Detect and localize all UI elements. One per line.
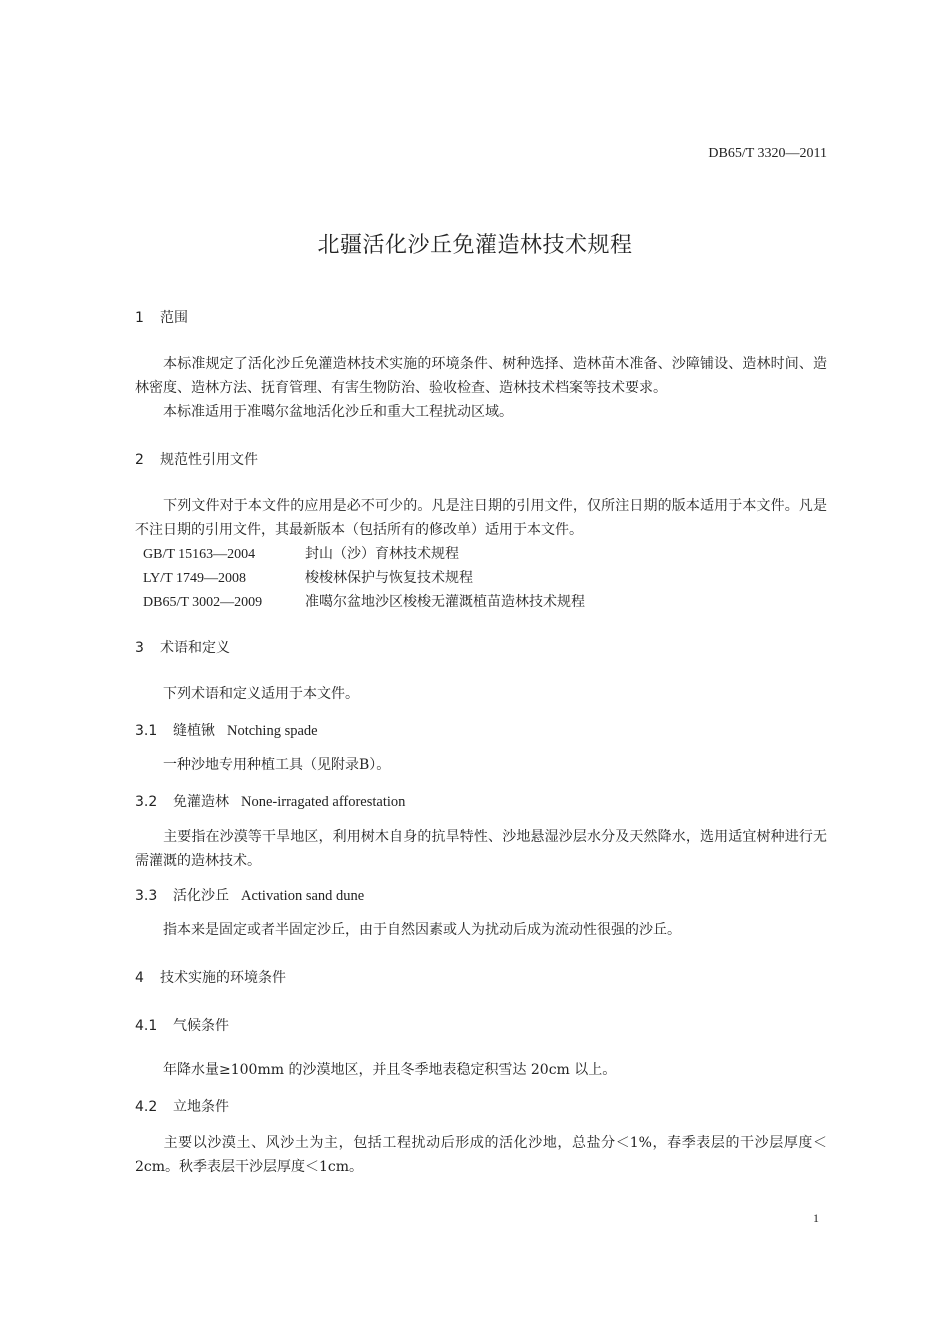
paragraph-text: 下列术语和定义适用于本文件。 [163, 686, 359, 702]
section-number: 3 [135, 640, 144, 656]
reference-code: LY/T 1749—2008 [143, 571, 246, 586]
reference-item [143, 566, 473, 591]
term-3-3-heading [135, 885, 364, 905]
term-english: Notching spade [227, 723, 318, 739]
term-number: 3.3 [135, 888, 158, 904]
section-1-heading [135, 307, 188, 327]
paragraph-text: 年降水量≥100mm 的沙漠地区，并且冬季地表稳定积雪达 20cm 以上。 [163, 1062, 617, 1078]
section-number: 1 [135, 310, 144, 326]
subsection-title: 立地条件 [173, 1099, 229, 1115]
term-name: 活化沙丘 [173, 888, 229, 904]
section-2-heading [135, 449, 258, 469]
paragraph-text: 下列文件对于本文件的应用是必不可少的。凡是注日期的引用文件，仅所注日期的版本适用于本文件。凡是不注日期的引用文件，其最新版本（包括所有的修改单）适用于本文件。 [135, 498, 827, 538]
subsection-4-2-heading [135, 1096, 229, 1116]
section-title: 术语和定义 [160, 640, 230, 656]
reference-title: 梭梭林保护与恢复技术规程 [305, 570, 473, 586]
reference-title: 封山（沙）育林技术规程 [305, 546, 459, 562]
term-3-3-definition [135, 918, 827, 942]
subsection-number: 4.1 [135, 1018, 158, 1034]
term-name: 缝植锹 [173, 723, 215, 739]
standard-number: DB65/T 3320—2011 [708, 146, 827, 161]
term-number: 3.2 [135, 794, 158, 810]
subsection-4-2-text [135, 1131, 827, 1179]
subsection-4-1-heading [135, 1015, 229, 1035]
section-4-heading [135, 967, 286, 987]
section-title: 规范性引用文件 [160, 452, 258, 468]
term-3-2-heading [135, 791, 405, 811]
subsection-number: 4.2 [135, 1099, 158, 1115]
term-3-2-definition [135, 825, 827, 873]
section-number: 4 [135, 970, 144, 986]
paragraph-text: 本标准规定了活化沙丘免灌造林技术实施的环境条件、树种选择、造林苗木准备、沙障铺设、造林时间、造林密度、造林方法、抚育管理、有害生物防治、验收检查、造林技术档案等技术要求。 [135, 356, 827, 396]
term-number: 3.1 [135, 723, 158, 739]
term-name: 免灌造林 [173, 794, 229, 810]
subsection-title: 气候条件 [173, 1018, 229, 1034]
section-1-paragraph-1 [135, 352, 827, 400]
term-english: None-irragated afforestation [241, 794, 406, 810]
term-3-1-heading [135, 720, 318, 740]
page-number: 1 [813, 1211, 819, 1225]
section-title: 技术实施的环境条件 [160, 970, 286, 986]
paragraph-text: 本标准适用于准噶尔盆地活化沙丘和重大工程扰动区域。 [163, 404, 513, 420]
reference-code: DB65/T 3002—2009 [143, 595, 263, 610]
reference-code: GB/T 15163—2004 [143, 547, 256, 562]
reference-title: 准噶尔盆地沙区梭梭无灌溉植苗造林技术规程 [305, 594, 585, 610]
reference-item [143, 590, 585, 615]
paragraph-text: 主要指在沙漠等干旱地区，利用树木自身的抗旱特性、沙地悬湿沙层水分及天然降水，选用适宜树种进行无需灌溉的造林技术。 [135, 829, 827, 869]
subsection-4-1-text [135, 1058, 827, 1082]
section-3-intro [135, 682, 827, 706]
term-english: Activation sand dune [241, 888, 365, 904]
paragraph-text: 一种沙地专用种植工具（见附录B）。 [163, 757, 391, 773]
section-number: 2 [135, 452, 144, 468]
term-3-1-definition [135, 753, 827, 777]
paragraph-text: 指本来是固定或者半固定沙丘，由于自然因素或人为扰动后成为流动性很强的沙丘。 [163, 922, 681, 938]
document-title: 北疆活化沙丘免灌造林技术规程 [317, 233, 633, 258]
section-title: 范围 [160, 310, 188, 326]
reference-item [143, 542, 459, 567]
section-1-paragraph-2 [135, 400, 827, 424]
paragraph-text: 主要以沙漠土、风沙土为主，包括工程扰动后形成的活化沙地，总盐分＜1%，春季表层的干沙层厚度＜2cm。秋季表层干沙层厚度＜1cm。 [135, 1135, 827, 1175]
section-2-paragraph-1 [135, 494, 827, 542]
section-3-heading [135, 637, 230, 657]
